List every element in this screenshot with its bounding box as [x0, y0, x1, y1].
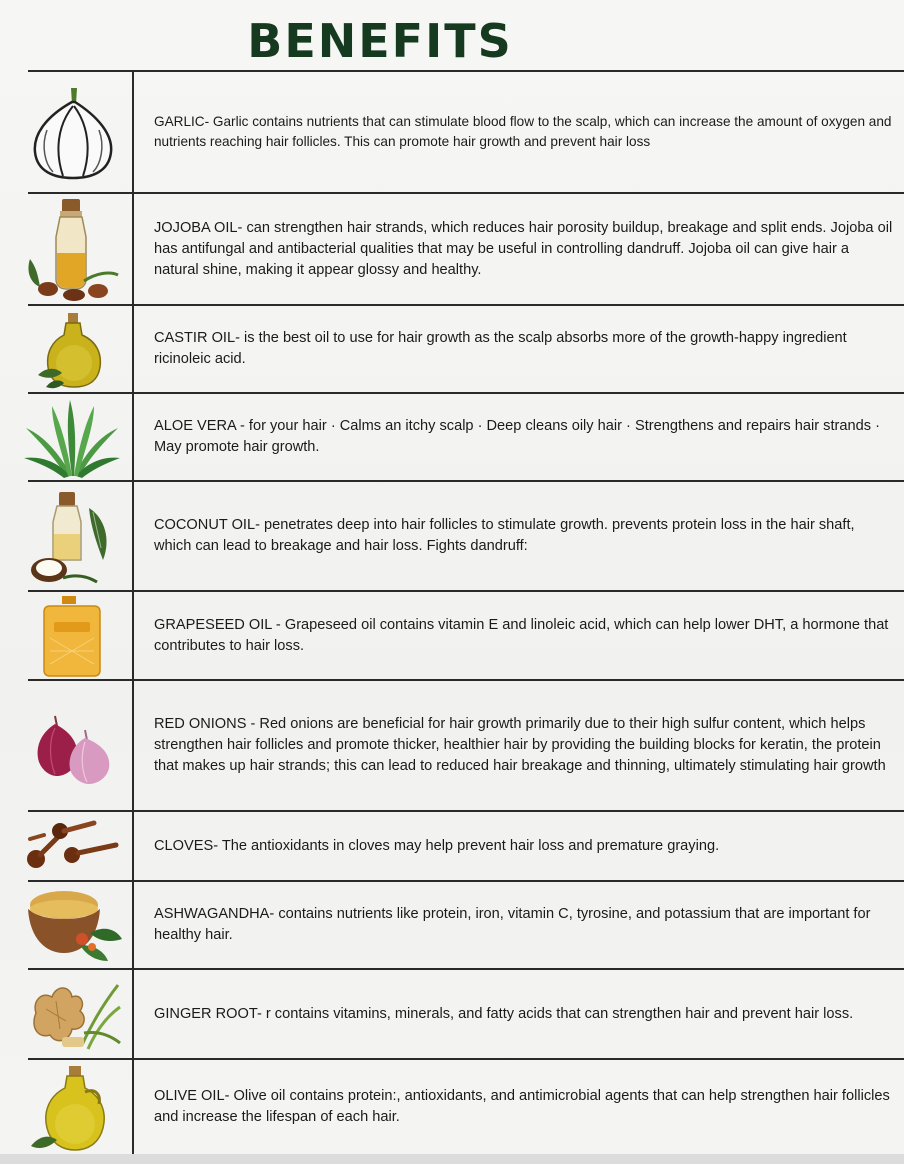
- benefit-row-ginger-root: [0, 970, 904, 1058]
- benefit-text: GRAPESEED OIL - Grapeseed oil contains vitamin E and linoleic acid, which can help lower DHT, a hormone that contributes to hair loss.: [154, 616, 889, 654]
- grapeseed-oil-icon: [14, 592, 130, 679]
- benefit-text: ASHWAGANDHA- contains nutrients like protein, iron, vitamin C, tyrosine, and potassium that are important for healthy hair.: [154, 906, 871, 943]
- benefit-text: RED ONIONS - Red onions are beneficial for hair growth primarily due to their high sulfur content, which helps strengthen hair follicles and promote thicker, healthier hair by providing the building blocks for keratin, the protein that makes up hair strands; this can lead to reduced hair breakage and thinning, ultimately stimulating hair growth: [154, 716, 886, 774]
- benefit-text: GINGER ROOT- r contains vitamins, minerals, and fatty acids that can strengthen hair and prevent hair loss.: [154, 1005, 854, 1022]
- benefit-text: CLOVES- The antioxidants in cloves may help prevent hair loss and premature graying.: [154, 837, 720, 854]
- benefit-row-olive-oil: [0, 1060, 904, 1154]
- cloves-icon: [14, 812, 130, 880]
- benefit-row-garlic: [0, 72, 904, 192]
- olive-oil-icon: [14, 1060, 130, 1154]
- ginger-root-icon: [14, 970, 130, 1058]
- benefit-row-castor-oil: [0, 306, 904, 392]
- benefit-text: OLIVE OIL- Olive oil contains protein:, antioxidants, and antimicrobial agents that can help strengthen hair follicles and increase the lifespan of each hair.: [154, 1088, 890, 1125]
- benefit-row-grapeseed-oil: [0, 592, 904, 679]
- benefit-text: GARLIC- Garlic contains nutrients that can stimulate blood flow to the scalp, which can increase the amount of oxygen and nutrients reaching hair follicles. This can promote hair growth and prevent hair loss: [154, 114, 892, 149]
- castor-oil-icon: [14, 306, 130, 392]
- benefit-row-aloe-vera: [0, 394, 904, 480]
- benefit-row-coconut-oil: [0, 482, 904, 590]
- benefit-row-red-onions: [0, 681, 904, 810]
- benefit-row-cloves: [0, 812, 904, 880]
- benefit-row-ashwagandha: [0, 882, 904, 968]
- coconut-oil-icon: [14, 482, 130, 590]
- benefit-row-jojoba-oil: [0, 194, 904, 304]
- page-title: BENEFITS: [247, 14, 513, 68]
- ashwagandha-icon: [14, 882, 130, 968]
- benefit-text: ALOE VERA - for your hair · Calms an itchy scalp · Deep cleans oily hair · Strengthens and repairs hair strands · May promote hair growth.: [154, 418, 880, 455]
- benefit-text: CASTIR OIL- is the best oil to use for hair growth as the scalp absorbs more of the growth-happy ingredient ricinoleic acid.: [154, 330, 847, 367]
- jojoba-oil-icon: [14, 194, 130, 304]
- page-bottom-edge: [0, 1154, 904, 1164]
- aloe-vera-icon: [14, 394, 130, 480]
- benefit-text: JOJOBA OIL- can strengthen hair strands, which reduces hair porosity buildup, breakage and split ends. Jojoba oil has antifungal and antibacterial qualities that may be useful in controlling dandruff. Jojoba oil can give hair a natural shine, making it appear glossy and healthy.: [154, 219, 893, 278]
- red-onion-icon: [14, 681, 130, 810]
- benefit-text: COCONUT OIL- penetrates deep into hair follicles to stimulate growth. prevents protein loss in the hair shaft, which can lead to breakage and hair loss. Fights dandruff:: [154, 517, 855, 554]
- garlic-icon: [14, 72, 130, 192]
